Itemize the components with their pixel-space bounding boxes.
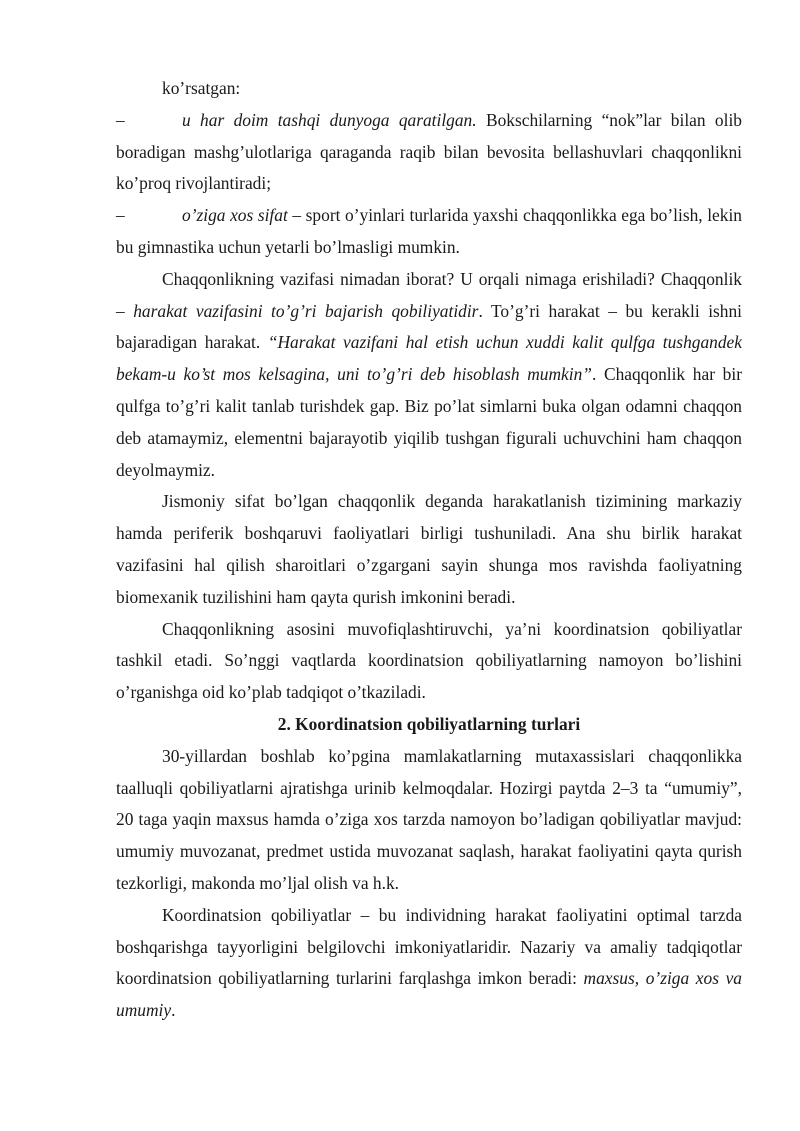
definition-italic: harakat vazifasini to’g’ri bajarish qobiliyatidir <box>133 300 479 321</box>
text-run: . <box>171 1000 176 1021</box>
text-run: Koordinatsion qobiliyatlar – bu individning harakat faoliyatini optimal tarzda boshqarishga tayyorligini belgilovchi imkoniyatlaridir. Nazariy va amaliy tadqiqotlar koordinatsion qobiliyatlarning turlarini farqlashga imkon beradi: <box>116 904 742 989</box>
quote-italic: “Harakat vazifani hal etish uchun xuddi kalit qulfga tushgandek bekam-u ko’st mos kelsagina, uni to’g’ri deb hisoblash mumkin” <box>116 332 742 385</box>
term-specific: o’ziga xos sifat <box>182 205 288 226</box>
types-italic: maxsus, o’ziga xos va umumiy <box>116 968 742 1021</box>
list-item-external <box>0 105 742 200</box>
text-run: Chaqqonlikning vazifasi nimadan iborat? U orqali nimaga erishiladi? Chaqqonlik – <box>116 268 742 321</box>
paragraph-physical-quality: Jismoniy sifat bo’lgan chaqqonlik deganda harakatlanish tizimining markaziy hamda periferik boshqaruvi faoliyatlari birligi tushuniladi. Ana shu birlik harakat vazifasini hal qilish sharoitlari o’zgargani sayin shunga mos ravishda faoliyatning biomexanik tuzilishini ham qayta qurish imkonini beradi. <box>116 491 742 607</box>
paragraph-abilities <box>0 900 742 1027</box>
text-run: . To’g’ri harakat – bu kerakli ishni bajaradigan harakat. <box>116 300 743 353</box>
list-item-specific <box>0 200 742 264</box>
paragraph-definition <box>0 264 742 487</box>
dash-marker: – <box>116 205 125 226</box>
item-text: – sport o’yinlari turlarida yaxshi chaqqonlikka ega bo’lish, lekin bu gimnastika uchun yetarli bo’lmasligi mumkin. <box>116 205 743 257</box>
paragraph-intro: ko’rsatgan: <box>162 78 241 98</box>
item-text: Bokschilarning “nok”lar bilan olib boradigan mashg’ulotlariga qaraganda raqib bilan bevosita bellashuvlari chaqqonlikni ko’proq rivojlantiradi; <box>116 109 742 194</box>
section-heading: 2. Koordinatsion qobiliyatlarning turlari <box>277 713 581 734</box>
paragraph-history: 30-yillardan boshlab ko’pgina mamlakatlarning mutaxassislari chaqqonlikka taalluqli qobiliyatlarni ajratishga urinib kelmoqdalar. Hozirgi paytda 2–3 ta “umumiy”, 20 taga yaqin maxsus hamda o’ziga xos tarzda namoyon bo’ladigan qobiliyatlar mavjud: umumiy muvozanat, predmet ustida muvozanat saqlash, harakat faoliyatini qayta qurish tezkorligi, makonda mo’ljal olish va h.k. <box>116 745 742 893</box>
dash-marker: – <box>116 109 125 130</box>
text-run: . Chaqqonlik har bir qulfga to’g’ri kalit tanlab turishdek gap. Biz po’lat simlarni buka olgan odamni chaqqon deb atamaymiz, elementni bajarayotib yiqilib tushgan figurali uchuvchini ham chaqqon deyolmaymiz. <box>116 364 742 480</box>
term-external: u har doim tashqi dunyoga qaratilgan. <box>182 109 477 130</box>
paragraph-coordination: Chaqqonlikning asosini muvofiqlashtiruvchi, ya’ni koordinatsion qobiliyatlar tashkil etadi. So’nggi vaqtlarda koordinatsion qobiliyatlarning namoyon bo’lishini o’rganishga oid ko’plab tadqiqot o’tkaziladi. <box>116 618 742 703</box>
